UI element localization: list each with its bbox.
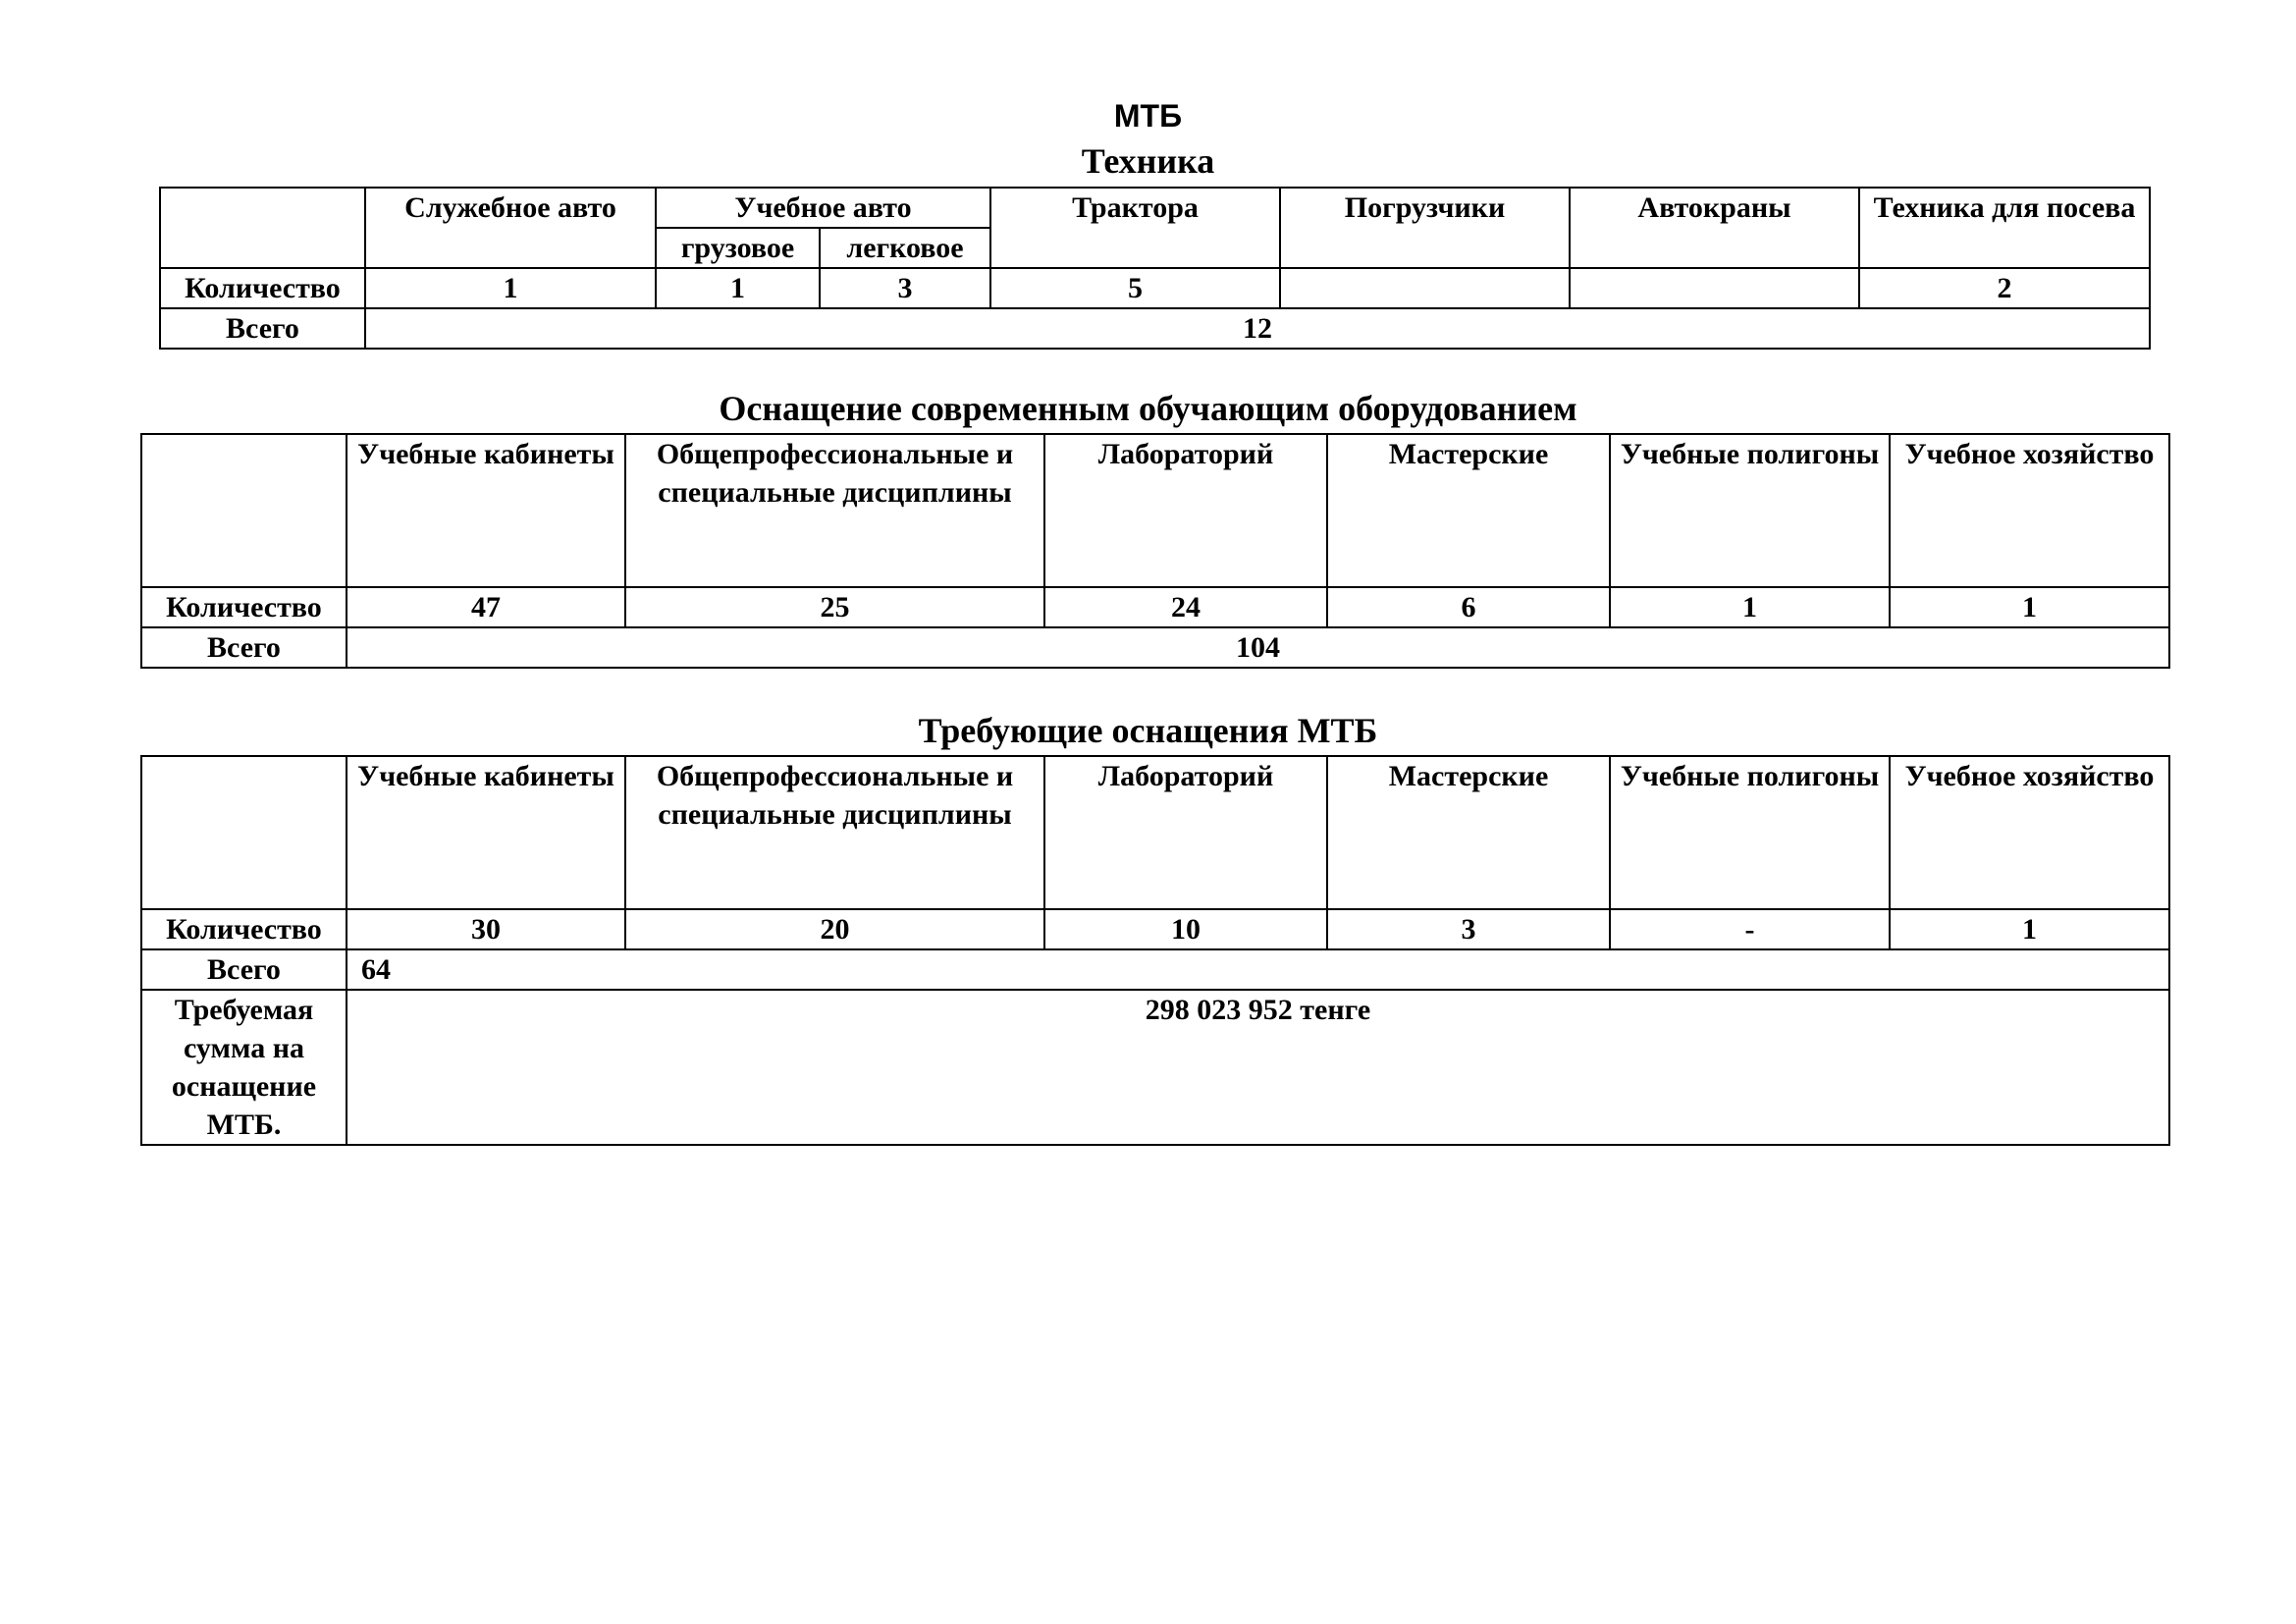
header-laboratories: Лабораторий [1044,756,1327,909]
table-row [141,756,2169,909]
cell-value: 1 [1890,587,2169,627]
table-row [141,627,2169,668]
header-tractors: Трактора [990,188,1280,268]
row-label-required-sum: Требуемая сумма на оснащение МТБ. [141,990,347,1145]
cell-total: 104 [347,627,2169,668]
table-row [141,990,2169,1145]
section-title-equipment: Техника [1081,141,1215,181]
cell-value: 10 [1044,909,1327,949]
header-training-farm: Учебное хозяйство [1890,756,2169,909]
table-row [141,949,2169,990]
header-disciplines: Общепрофессиональные и специальные дисциплины [625,434,1044,587]
table-row [160,308,2150,349]
header-loaders: Погрузчики [1280,188,1570,268]
cell-total: 12 [365,308,2150,349]
required-equipment-table [140,755,2170,1146]
cell-value: 5 [990,268,1280,308]
subheader-cargo: грузовое [656,228,820,268]
cell-value: 1 [365,268,656,308]
header-disciplines: Общепрофессиональные и специальные дисциплины [625,756,1044,909]
header-service-car: Служебное авто [365,188,656,268]
table-row [141,434,2169,587]
cell-value: 1 [656,268,820,308]
row-label-total: Всего [141,949,347,990]
cell-value: 6 [1327,587,1610,627]
cell-value: 1 [1890,909,2169,949]
section-title-modern-equipment: Оснащение современным обучающим оборудованием [719,389,1577,428]
cell-value: 47 [347,587,625,627]
empty-header-cell [141,756,347,909]
cell-total: 64 [347,949,2169,990]
cell-value [1570,268,1859,308]
cell-value: - [1610,909,1890,949]
subheader-passenger: легковое [820,228,990,268]
cell-required-sum: 298 023 952 тенге [347,990,2169,1145]
cell-value: 30 [347,909,625,949]
modern-equipment-table [140,433,2170,669]
cell-value: 3 [820,268,990,308]
cell-value: 2 [1859,268,2150,308]
empty-header-cell [141,434,347,587]
cell-value: 20 [625,909,1044,949]
header-training-grounds: Учебные полигоны [1610,434,1890,587]
table-row [160,188,2150,228]
header-training-farm: Учебное хозяйство [1890,434,2169,587]
header-classrooms: Учебные кабинеты [347,756,625,909]
cell-value [1280,268,1570,308]
section-title-required-equipment: Требующие оснащения МТБ [918,711,1378,750]
header-training-grounds: Учебные полигоны [1610,756,1890,909]
header-workshops: Мастерские [1327,756,1610,909]
header-workshops: Мастерские [1327,434,1610,587]
header-training-car: Учебное авто [656,188,990,228]
document-title: МТБ [1113,98,1183,134]
row-label-quantity: Количество [141,587,347,627]
header-laboratories: Лабораторий [1044,434,1327,587]
header-cranes: Автокраны [1570,188,1859,268]
table-row [141,909,2169,949]
cell-value: 24 [1044,587,1327,627]
table-row [160,268,2150,308]
cell-value: 25 [625,587,1044,627]
empty-header-cell [160,188,365,268]
row-label-total: Всего [160,308,365,349]
row-label-quantity: Количество [141,909,347,949]
row-label-total: Всего [141,627,347,668]
vehicles-table [159,187,2151,350]
header-classrooms: Учебные кабинеты [347,434,625,587]
table-row [141,587,2169,627]
cell-value: 1 [1610,587,1890,627]
header-sowing-equipment: Техника для посева [1859,188,2150,268]
cell-value: 3 [1327,909,1610,949]
row-label-quantity: Количество [160,268,365,308]
